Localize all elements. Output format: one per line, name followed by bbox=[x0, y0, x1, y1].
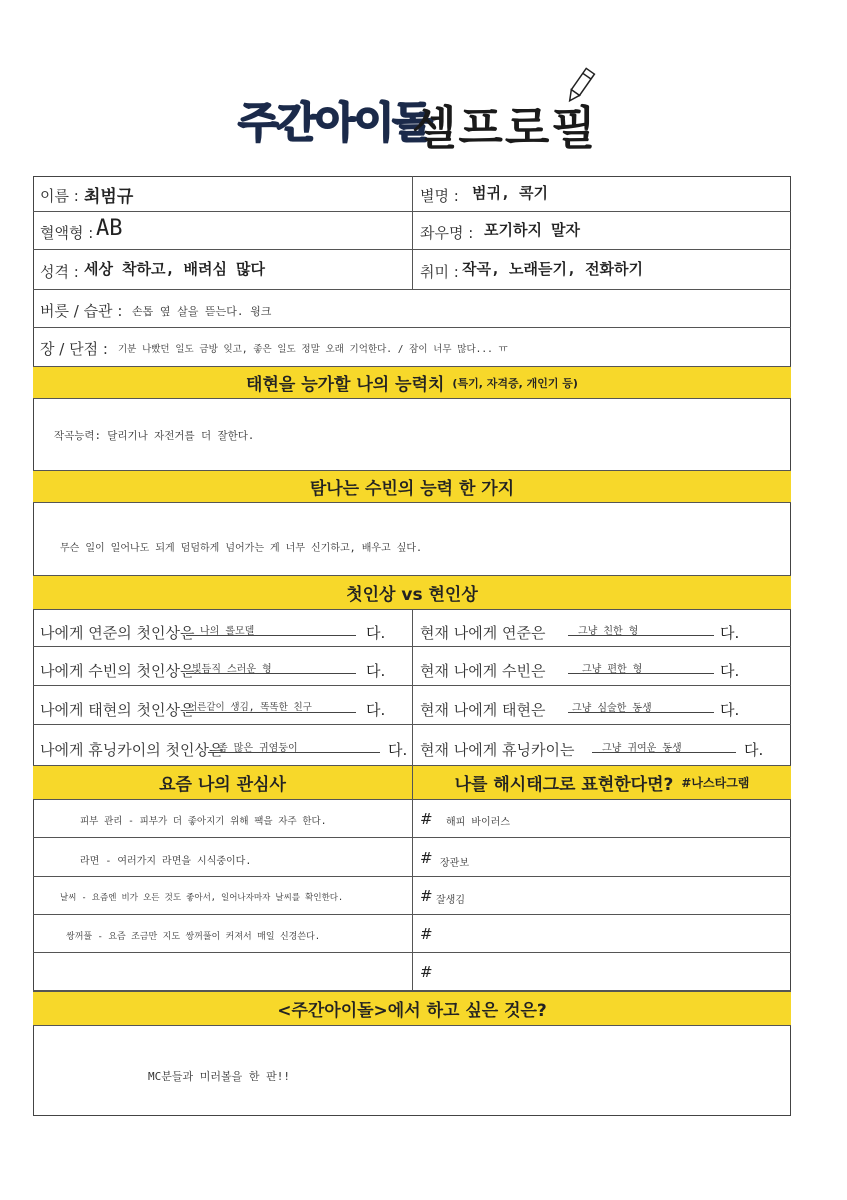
current-impression-value: 그냥 귀여운 동생 bbox=[602, 743, 682, 754]
da-suffix: 다. bbox=[366, 701, 386, 719]
wish-title: <주간아이돌>에서 하고 싶은 것은? bbox=[277, 1001, 547, 1021]
soobin-band bbox=[33, 470, 791, 503]
answer-underline bbox=[186, 635, 356, 636]
list-divider bbox=[412, 800, 413, 991]
pencil-icon bbox=[562, 66, 598, 106]
hashtag-symbol: # bbox=[420, 849, 433, 867]
pros-cons-value: 기분 나빴던 일도 금방 잊고, 좋은 일도 정말 오래 기억한다. / 잠이 너무 많다... ㅠ bbox=[118, 344, 508, 355]
first-impression-value: 어른같이 생김, 똑똑한 친구 bbox=[188, 702, 312, 713]
answer-underline bbox=[592, 752, 736, 753]
personality-value: 세상 착하고, 배려심 많다 bbox=[84, 260, 266, 278]
interest-item: 날씨 - 요즘엔 비가 오든 것도 좋아서, 일어나자마자 날씨를 확인한다. bbox=[60, 893, 344, 903]
habit-label: 버릇 / 습관 : bbox=[40, 302, 123, 320]
info-divider bbox=[412, 176, 413, 290]
blood-label: 혈액형 : bbox=[40, 224, 94, 242]
answer-underline bbox=[568, 712, 714, 713]
first-impression-value: 빛듬직 스러운 형 bbox=[192, 664, 272, 675]
hobby-value: 작곡, 노래듣기, 전화하기 bbox=[462, 260, 644, 278]
first-impression-label: 나에게 연준의 첫인상은 bbox=[40, 624, 195, 642]
current-impression-value: 그냥 편한 형 bbox=[582, 664, 643, 675]
hashtag-symbol: # bbox=[420, 963, 433, 981]
interest-band bbox=[33, 766, 412, 800]
current-impression-value: 그냥 친한 형 bbox=[578, 626, 639, 637]
answer-underline bbox=[208, 752, 380, 753]
current-impression-label: 현재 나에게 태현은 bbox=[420, 701, 546, 719]
hashtag-value: 장관보 bbox=[440, 858, 469, 869]
personality-label: 성격 : bbox=[40, 263, 79, 281]
first-impression-label: 나에게 수빈의 첫인상은 bbox=[40, 662, 195, 680]
da-suffix: 다. bbox=[720, 701, 740, 719]
interest-title: 요즘 나의 관심사 bbox=[159, 775, 286, 795]
ability-band bbox=[33, 366, 791, 399]
current-impression-label: 현재 나에게 연준은 bbox=[420, 624, 546, 642]
da-suffix: 다. bbox=[388, 741, 408, 759]
da-suffix: 다. bbox=[720, 624, 740, 642]
first-impression-value: 나의 롤모델 bbox=[200, 626, 255, 637]
hashtag-note: #나스타그램 bbox=[681, 776, 750, 790]
answer-underline bbox=[186, 712, 356, 713]
motto-value: 포기하지 말자 bbox=[484, 221, 580, 239]
first-impression-label: 나에게 태현의 첫인상은 bbox=[40, 701, 195, 719]
page-title: 셀프로필 bbox=[412, 101, 598, 155]
wish-band bbox=[33, 991, 791, 1026]
name-label: 이름 : bbox=[40, 187, 79, 205]
hashtag-symbol: # bbox=[420, 925, 433, 943]
nickname-label: 별명 : bbox=[420, 187, 459, 205]
current-impression-value: 그냥 심술한 동생 bbox=[572, 703, 652, 714]
soobin-answer: 무슨 일이 일어나도 되게 덤덤하게 넘어가는 게 너무 신기하고, 배우고 싶다. bbox=[60, 543, 423, 554]
interest-item: 라면 - 여러가지 라면을 시식중이다. bbox=[80, 856, 252, 867]
hashtag-value: 해피 바이러스 bbox=[446, 817, 510, 828]
da-suffix: 다. bbox=[720, 662, 740, 680]
interest-item: 피부 관리 - 피부가 더 좋아지기 위해 팩을 자주 한다. bbox=[80, 816, 327, 827]
first-impression-label: 나에게 휴닝카이의 첫인상은 bbox=[40, 741, 224, 759]
current-impression-label: 현재 나에게 휴닝카이는 bbox=[420, 741, 575, 759]
wish-answer: MC분들과 미러볼을 한 판!! bbox=[148, 1070, 290, 1083]
blood-value: AB bbox=[96, 216, 123, 241]
pros-cons-label: 장 / 단점 : bbox=[40, 340, 108, 358]
impression-band bbox=[33, 575, 791, 610]
soobin-title: 탐나는 수빈의 능력 한 가지 bbox=[309, 479, 515, 499]
impression-divider bbox=[412, 610, 413, 766]
answer-underline bbox=[568, 673, 714, 674]
habit-value: 손톱 옆 살을 뜯는다. 윙크 bbox=[132, 305, 272, 318]
hashtag-symbol: # bbox=[420, 810, 433, 828]
hashtag-symbol: # bbox=[420, 887, 433, 905]
da-suffix: 다. bbox=[366, 624, 386, 642]
da-suffix: 다. bbox=[366, 662, 386, 680]
show-logo bbox=[238, 88, 431, 152]
hashtag-value: 잘생김 bbox=[436, 895, 465, 906]
ability-answer: 작곡능력: 달리기나 자전거를 더 잘한다. bbox=[54, 430, 255, 442]
interest-item: 쌍꺼풀 - 요즘 조금만 지도 쌍꺼풀이 커져서 매일 신경쓴다. bbox=[66, 932, 321, 942]
logo-text: 주간아이돌 bbox=[238, 98, 431, 147]
current-impression-label: 현재 나에게 수빈은 bbox=[420, 662, 546, 680]
impression-title: 첫인상 vs 현인상 bbox=[346, 585, 478, 605]
ability-note: (특기, 자격증, 개인기 등) bbox=[452, 376, 578, 390]
hashtag-band bbox=[412, 766, 791, 800]
hashtag-title: 나를 해시태그로 표현한다면? bbox=[454, 775, 674, 795]
answer-underline bbox=[186, 673, 356, 674]
nickname-value: 범귀, 콕기 bbox=[472, 184, 549, 202]
name-value: 최범규 bbox=[84, 187, 134, 207]
first-impression-value: 좀 많은 귀염둥이 bbox=[218, 743, 298, 754]
hobby-label: 취미 : bbox=[420, 263, 459, 281]
ability-title: 태현을 능가할 나의 능력치 bbox=[246, 375, 445, 395]
motto-label: 좌우명 : bbox=[420, 224, 474, 242]
answer-underline bbox=[568, 635, 714, 636]
da-suffix: 다. bbox=[744, 741, 764, 759]
